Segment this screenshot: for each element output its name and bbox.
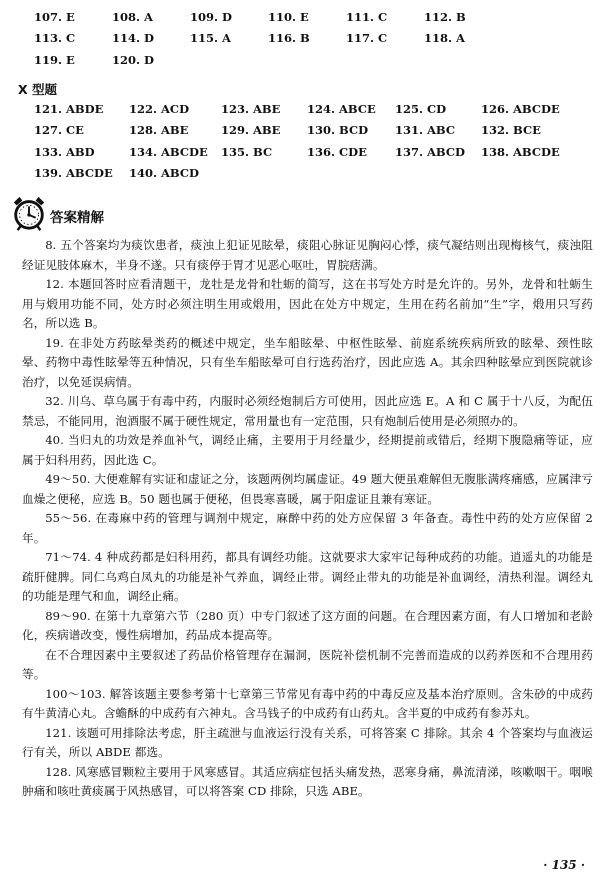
answer-cell: 121. ABDE [34, 101, 104, 116]
answer-cell: 111. C [346, 9, 388, 24]
answer-cell: 120. D [112, 52, 154, 67]
answer-cell: 140. ABCD [129, 166, 199, 181]
answer-cell: 131. ABC [395, 123, 456, 138]
answer-cell: 110. E [268, 9, 309, 24]
answer-cell: 113. C [34, 31, 76, 46]
answer-cell: 118. A [424, 31, 465, 46]
answer-cell: 108. A [112, 9, 153, 24]
page-number: · 135 · [543, 858, 585, 872]
explanation-paragraph: 32. 川乌、草乌属于有毒中药，内服时必须经炮制后方可使用，因此应选 E。A 和 C 属于十八反，为配伍禁忌，不能同用，泡酒服不属于硬性规定，常用量也有一定范围，只有炮制后使用是必须照办的。 [22, 394, 593, 428]
answer-cell: 137. ABCD [395, 144, 465, 159]
answer-cell: 107. E [34, 9, 75, 24]
answer-row [34, 28, 594, 50]
answer-row [34, 141, 594, 163]
explanation-paragraph: 在不合理因素中主要叙述了药品价格管理存在漏洞，医院补偿机制不完善而造成的以药养医和不合理用药等。 [22, 647, 593, 681]
explanation-paragraph: 19. 在非处方药眩晕类药的概述中规定，坐车船眩晕、中枢性眩晕、前庭系统疾病所致的眩晕、颈性眩晕、药物中毒性眩晕等五种情况，只有坐车船眩晕可自行选药治疗，因此应选 A。其余四种眩晕应到医院就诊治疗，以免延误病情。 [22, 335, 593, 389]
explanation-paragraph: 100～103. 解答该题主要参考第十七章第三节常见有毒中药的中毒反应及基本治疗原则。含朱砂的中成药有牛黄清心丸。含蟾酥的中成药有六神丸。含马钱子的中成药有山药丸。含半夏的中成药有参苏丸。 [22, 686, 593, 720]
explanation-paragraph: 121. 该题可用排除法考虑，肝主疏泄与血液运行没有关系，可将答案 C 排除。其余 4 个答案均与血液运行有关，所以 ABDE 都选。 [22, 725, 593, 759]
explanation-paragraph: 55～56. 在毒麻中药的管理与调剂中规定，麻醉中药的处方应保留 3 年备查。毒性中药的处方应保留 2 年。 [22, 511, 593, 545]
answer-cell: 139. ABCDE [34, 166, 113, 181]
answer-cell: 123. ABE [221, 101, 281, 116]
explanation-paragraph: 8. 五个答案均为痰饮患者，痰浊上犯证见眩晕，痰阻心脉证见胸闷心悸，痰气凝结则出现梅核气，痰浊阻经证见肢体麻木，半身不遂。只有痰停于胃才见恶心呕吐，胃脘痞满。 [22, 238, 593, 272]
x-section-label: X 型题 [18, 82, 57, 97]
answer-cell: 115. A [190, 31, 231, 46]
answer-cell: 136. CDE [307, 144, 367, 159]
alarm-clock-icon [10, 194, 48, 232]
answer-cell: 116. B [268, 31, 310, 46]
explanation-paragraph: 49～50. 大便难解有实证和虚证之分，该题两例均属虚证。49 题大便虽难解但无腹胀满疼痛感，应属津亏血燥之便秘，应选 B。50 题也属于便秘，但畏寒喜暖，属于阳虚证且兼有寒证。 [22, 472, 593, 506]
answer-cell: 126. ABCDE [481, 101, 560, 116]
answer-cell: 125. CD [395, 101, 447, 116]
explanation-paragraph: 12. 本题回答时应看清题干，龙牡是龙骨和牡蛎的简写，这在书写处方时是允许的。另外，龙骨和牡蛎生用与煅用功能不同，处方时必须注明生用或煅用，因此在处方中规定，生用在药名前加“生”字，煅用只写药名，所以选 B。 [22, 277, 593, 330]
answer-cell: 129. ABE [221, 123, 281, 138]
answer-cell: 114. D [112, 31, 154, 46]
answer-cell: 127. CE [34, 123, 84, 138]
answer-cell: 117. C [346, 31, 388, 46]
answer-cell: 138. ABCDE [481, 144, 560, 159]
answer-cell: 133. ABD [34, 144, 95, 159]
answer-row [34, 120, 594, 142]
answer-cell: 112. B [424, 9, 466, 24]
answer-cell: 122. ACD [129, 101, 190, 116]
answer-cell: 119. E [34, 52, 75, 67]
answer-cell: 109. D [190, 9, 232, 24]
answer-cell: 134. ABCDE [129, 144, 208, 159]
answer-row [34, 49, 594, 71]
answers-x-grid [34, 98, 594, 184]
answer-cell: 135. BC [221, 144, 273, 159]
answer-cell: 130. BCD [307, 123, 369, 138]
answer-row [34, 6, 594, 28]
banner-title: 答案精解 [50, 210, 104, 226]
explanation-paragraph: 89～90. 在第十九章第六节（280 页）中专门叙述了这方面的问题。在合理因素方面，有人口增加和老龄化，疾病谱改变，慢性病增加，药品成本提高等。 [22, 608, 593, 642]
answer-row [34, 163, 594, 185]
explanation-paragraph: 128. 风寒感冒颗粒主要用于风寒感冒。其适应病症包括头痛发热，恶寒身痛，鼻流清涕，咳嗽咽干。咽喉肿痛和咳吐黄痰属于风热感冒，可以将答案 CD 排除，只选 ABE。 [22, 764, 593, 798]
answer-row [34, 98, 594, 120]
answers-top-grid [34, 6, 594, 71]
answer-cell: 128. ABE [129, 123, 189, 138]
explanations [22, 236, 593, 802]
answer-cell: 132. BCE [481, 123, 541, 138]
explanation-paragraph: 71～74. 4 种成药都是妇科用药，都具有调经功能。这就要求大家牢记每种成药的功能。逍遥丸的功能是疏肝健脾。同仁乌鸡白凤丸的功能是补气养血，调经止带。调经止带丸的功能是补血调经，清热利湿。调经丸的功能是理气和血，调经止痛。 [22, 550, 593, 603]
answer-cell: 124. ABCE [307, 101, 376, 116]
answer-explanation-banner [10, 193, 210, 233]
explanation-paragraph: 40. 当归丸的功效是养血补气，调经止痛，主要用于月经量少，经期提前或错后，经期下腹隐痛等证，应属于妇科用药，因此选 C。 [22, 433, 593, 467]
